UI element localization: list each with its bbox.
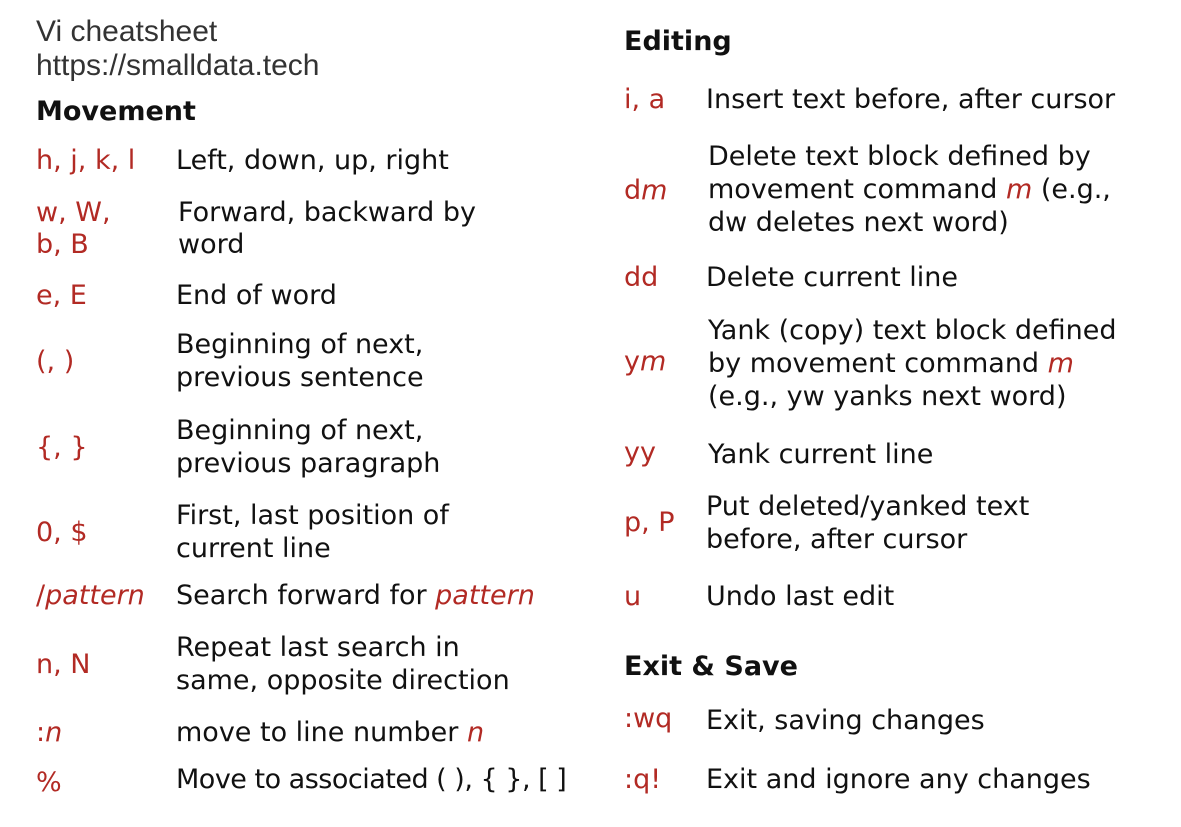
desc-ym-line3: (e.g., yw yanks next word) <box>708 381 1067 412</box>
key-pP: p, P <box>624 507 675 538</box>
desc-zero-dollar-line2: current line <box>176 533 331 564</box>
key-dm-d: d <box>624 175 642 206</box>
key-dd: dd <box>624 262 659 293</box>
key-u: u <box>624 581 642 612</box>
desc-pP-line1: Put deleted/yanked text <box>706 491 1030 522</box>
desc-dm-line3: dw deletes next word) <box>708 207 1009 238</box>
key-eE: e, E <box>36 280 87 311</box>
desc-line-number-n: n <box>466 717 485 748</box>
key-dm-m: m <box>641 175 668 206</box>
key-nN: n, N <box>36 649 91 680</box>
key-ym-m: m <box>639 346 667 377</box>
key-q-bang: :q! <box>624 764 662 795</box>
desc-wWbB-line1: Forward, backward by <box>178 197 477 228</box>
key-line-number <box>36 716 62 749</box>
desc-parens-line2: previous sentence <box>176 362 424 393</box>
desc-wq: Exit, saving changes <box>706 705 985 736</box>
key-ym-y: y <box>624 346 640 377</box>
desc-dm-m: m <box>1005 174 1033 205</box>
desc-ym-line1: Yank (copy) text block defined <box>708 315 1117 346</box>
desc-dm-line2-tail: (e.g., <box>1032 174 1111 205</box>
desc-braces-line1: Beginning of next, <box>176 415 424 446</box>
desc-eE: End of word <box>176 280 337 311</box>
key-dm <box>624 174 667 207</box>
key-wWbB-line2: b, B <box>36 229 89 260</box>
desc-dm-line1: Delete text block defined by <box>708 141 1091 172</box>
desc-ym-line2-text: by movement command <box>708 348 1048 379</box>
desc-pattern <box>176 579 535 612</box>
desc-pattern-text: Search forward for <box>176 580 436 611</box>
desc-line-number <box>176 716 484 749</box>
key-pattern <box>36 579 145 612</box>
desc-pP-line2: before, after cursor <box>706 524 968 555</box>
desc-yy: Yank current line <box>708 439 934 470</box>
key-pattern-slash: / <box>36 580 46 611</box>
source-url: https://smalldata.tech <box>36 49 320 82</box>
key-line-number-n: n <box>45 717 63 748</box>
key-ia: i, a <box>624 84 666 115</box>
key-braces: {, } <box>36 432 88 463</box>
desc-pattern-word: pattern <box>435 580 535 611</box>
key-line-number-colon: : <box>36 717 46 748</box>
desc-dm-line2 <box>708 173 1111 206</box>
desc-dd: Delete current line <box>706 262 959 293</box>
desc-parens-line1: Beginning of next, <box>176 329 424 360</box>
desc-wWbB-line2: word <box>178 229 245 260</box>
desc-dm-line2-text: movement command <box>708 174 1006 205</box>
key-pattern-word: pattern <box>45 580 145 611</box>
desc-percent: Move to associated ( ), { }, [ ] <box>176 764 567 795</box>
section-title-editing: Editing <box>624 26 732 57</box>
desc-line-number-text: move to line number <box>176 717 467 748</box>
page-title: Vi cheatsheet <box>36 15 218 48</box>
desc-nN-line1: Repeat last search in <box>176 632 460 663</box>
desc-u: Undo last edit <box>706 581 895 612</box>
desc-ym-m: m <box>1047 348 1074 379</box>
key-wWbB-line1: w, W, <box>36 197 111 228</box>
key-percent: % <box>36 767 62 798</box>
desc-ia: Insert text before, after cursor <box>706 84 1116 115</box>
desc-ym-line2 <box>708 347 1074 380</box>
desc-nN-line2: same, opposite direction <box>176 665 510 696</box>
section-title-movement: Movement <box>36 96 196 127</box>
desc-braces-line2: previous paragraph <box>176 448 441 479</box>
section-title-exit-save: Exit & Save <box>624 651 798 682</box>
key-yy: yy <box>624 437 656 468</box>
key-ym <box>624 345 666 378</box>
desc-zero-dollar-line1: First, last position of <box>176 500 449 531</box>
desc-q-bang: Exit and ignore any changes <box>706 764 1091 795</box>
key-zero-dollar: 0, $ <box>36 517 88 548</box>
key-parens: (, ) <box>36 346 75 377</box>
key-wq: :wq <box>624 703 673 734</box>
key-hjkl: h, j, k, l <box>36 145 136 176</box>
desc-hjkl: Left, down, up, right <box>176 145 449 176</box>
